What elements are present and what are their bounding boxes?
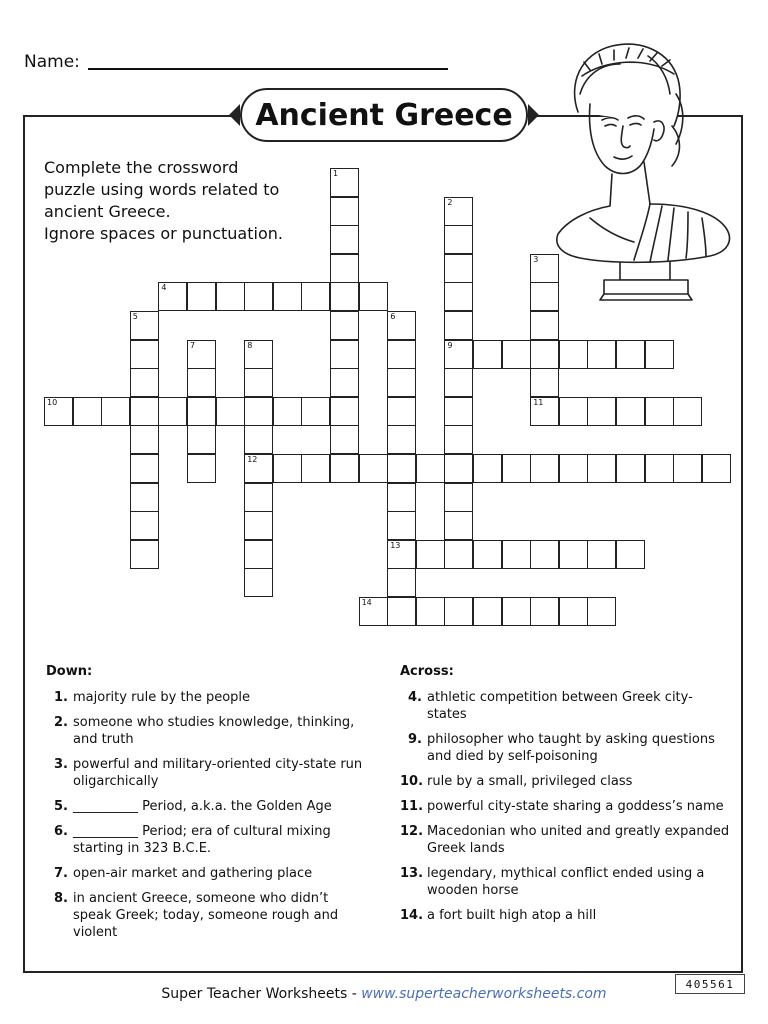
crossword-cell[interactable] bbox=[473, 540, 502, 569]
clue-number: 12. bbox=[400, 824, 424, 839]
crossword-cell[interactable] bbox=[359, 454, 388, 483]
crossword-cell[interactable] bbox=[216, 397, 245, 426]
crossword-cell[interactable] bbox=[387, 540, 416, 569]
clue-number: 4. bbox=[408, 690, 422, 705]
crossword-cell[interactable] bbox=[587, 340, 616, 369]
clue-number: 14. bbox=[400, 908, 424, 923]
crossword-cell[interactable] bbox=[216, 282, 245, 311]
crossword-cell[interactable] bbox=[559, 540, 588, 569]
clue-number-label: 14 bbox=[361, 598, 372, 607]
crossword-cell[interactable] bbox=[273, 282, 302, 311]
clue-down bbox=[46, 756, 366, 790]
crossword-cell[interactable] bbox=[473, 340, 502, 369]
crossword-cell[interactable] bbox=[330, 340, 359, 369]
crossword-cell[interactable] bbox=[444, 225, 473, 254]
crossword-cell[interactable] bbox=[587, 397, 616, 426]
crossword-cell[interactable] bbox=[530, 397, 559, 426]
crossword-cell[interactable] bbox=[130, 540, 159, 569]
clue-text: __________ Period, a.k.a. the Golden Age bbox=[73, 799, 332, 814]
crossword-cell[interactable] bbox=[502, 340, 531, 369]
crossword-cell[interactable] bbox=[44, 397, 73, 426]
clue-text: someone who studies knowledge, thinking, and truth bbox=[73, 715, 355, 747]
instructions-line: Ignore spaces or punctuation. bbox=[44, 224, 283, 243]
crossword-cell[interactable] bbox=[502, 597, 531, 626]
clue-across bbox=[400, 773, 730, 790]
crossword-cell[interactable] bbox=[559, 454, 588, 483]
clue-across bbox=[400, 731, 730, 765]
clue-number-label: 9 bbox=[447, 340, 453, 350]
crossword-cell[interactable] bbox=[330, 311, 359, 340]
title-chevron-left bbox=[229, 104, 240, 126]
down-clues bbox=[46, 663, 366, 949]
crossword-cell[interactable] bbox=[330, 254, 359, 283]
name-line bbox=[88, 68, 448, 70]
crossword-cell[interactable] bbox=[559, 597, 588, 626]
crossword-cell[interactable] bbox=[587, 597, 616, 626]
crossword-cell[interactable] bbox=[187, 340, 216, 369]
crossword-cell[interactable] bbox=[387, 368, 416, 397]
clue-number: 6. bbox=[54, 824, 68, 839]
clue-number: 13. bbox=[400, 866, 424, 881]
clue-number-label: 12 bbox=[247, 455, 258, 464]
crossword-cell[interactable] bbox=[244, 511, 273, 540]
crossword-cell[interactable] bbox=[244, 454, 273, 483]
clue-text: athletic competition between Greek city-states bbox=[427, 690, 693, 722]
crossword-cell[interactable] bbox=[702, 454, 731, 483]
crossword-cell[interactable] bbox=[244, 282, 273, 311]
clue-down bbox=[46, 714, 366, 748]
crossword-cell[interactable] bbox=[359, 282, 388, 311]
clue-number: 9. bbox=[408, 732, 422, 747]
crossword-cell[interactable] bbox=[244, 397, 273, 426]
clue-number-label: 3 bbox=[533, 254, 539, 264]
crossword-cell[interactable] bbox=[416, 540, 445, 569]
crossword-cell[interactable] bbox=[444, 597, 473, 626]
clue-across bbox=[400, 798, 730, 815]
clue-down bbox=[46, 689, 366, 706]
footer-brand: Super Teacher Worksheets - bbox=[161, 986, 362, 1002]
crossword-cell[interactable] bbox=[387, 568, 416, 597]
crossword-cell[interactable] bbox=[444, 368, 473, 397]
across-clues bbox=[400, 663, 730, 932]
clue-number: 10. bbox=[400, 774, 424, 789]
clue-number-label: 4 bbox=[161, 283, 167, 293]
crossword-cell[interactable] bbox=[330, 282, 359, 311]
crossword-cell[interactable] bbox=[330, 454, 359, 483]
crossword-cell[interactable] bbox=[444, 425, 473, 454]
crossword-cell[interactable] bbox=[330, 168, 359, 197]
clue-number-label: 7 bbox=[190, 340, 196, 350]
clue-number: 5. bbox=[54, 799, 68, 814]
crossword-cell[interactable] bbox=[387, 483, 416, 512]
crossword-cell[interactable] bbox=[130, 511, 159, 540]
crossword-cell[interactable] bbox=[130, 311, 159, 340]
crossword-cell[interactable] bbox=[444, 254, 473, 283]
crossword-cell[interactable] bbox=[359, 597, 388, 626]
clue-text: philosopher who taught by asking questions and died by self-poisoning bbox=[427, 732, 715, 764]
clue-number-label: 8 bbox=[247, 340, 253, 350]
clue-across bbox=[400, 689, 730, 723]
crossword-cell[interactable] bbox=[616, 397, 645, 426]
crossword-cell[interactable] bbox=[273, 454, 302, 483]
crossword-cell[interactable] bbox=[559, 397, 588, 426]
clue-number-label: 6 bbox=[390, 312, 396, 321]
crossword-cell[interactable] bbox=[416, 597, 445, 626]
name-label: Name: bbox=[24, 52, 80, 72]
crossword-cell[interactable] bbox=[244, 340, 273, 369]
clue-text: __________ Period; era of cultural mixing starting in 323 B.C.E. bbox=[73, 824, 331, 856]
clue-number: 1. bbox=[54, 690, 68, 705]
crossword-cell[interactable] bbox=[673, 397, 702, 426]
crossword-cell[interactable] bbox=[530, 311, 559, 340]
crossword-cell[interactable] bbox=[530, 597, 559, 626]
clue-text: a fort built high atop a hill bbox=[427, 908, 597, 923]
down-heading: Down: bbox=[46, 664, 93, 679]
crossword-cell[interactable] bbox=[73, 397, 102, 426]
crossword-cell[interactable] bbox=[444, 197, 473, 226]
clue-down bbox=[46, 890, 366, 941]
crossword-cell[interactable] bbox=[130, 368, 159, 397]
crossword-cell[interactable] bbox=[301, 454, 330, 483]
crossword-cell[interactable] bbox=[244, 540, 273, 569]
crossword-cell[interactable] bbox=[387, 511, 416, 540]
crossword-cell[interactable] bbox=[645, 454, 674, 483]
instructions-line: Complete the crossword bbox=[44, 158, 239, 177]
crossword-cell[interactable] bbox=[559, 340, 588, 369]
crossword-cell[interactable] bbox=[101, 397, 130, 426]
instructions-line: ancient Greece. bbox=[44, 202, 171, 221]
crossword-cell[interactable] bbox=[587, 454, 616, 483]
clue-text: open-air market and gathering place bbox=[73, 866, 313, 881]
crossword-cell[interactable] bbox=[187, 454, 216, 483]
clue-down bbox=[46, 823, 366, 857]
crossword-cell[interactable] bbox=[645, 397, 674, 426]
crossword-cell[interactable] bbox=[530, 540, 559, 569]
crossword-cell[interactable] bbox=[158, 397, 187, 426]
crossword-cell[interactable] bbox=[530, 454, 559, 483]
code-box: 405561 bbox=[675, 974, 745, 994]
crossword-cell[interactable] bbox=[130, 483, 159, 512]
crossword-cell[interactable] bbox=[444, 282, 473, 311]
crossword-cell[interactable] bbox=[444, 397, 473, 426]
crossword-cell[interactable] bbox=[387, 340, 416, 369]
crossword-cell[interactable] bbox=[616, 340, 645, 369]
crossword-cell[interactable] bbox=[130, 454, 159, 483]
clue-number: 3. bbox=[54, 757, 68, 772]
footer bbox=[0, 986, 768, 1002]
crossword-cell[interactable] bbox=[387, 397, 416, 426]
crossword-cell[interactable] bbox=[530, 282, 559, 311]
crossword-cell[interactable] bbox=[673, 454, 702, 483]
clue-down bbox=[46, 865, 366, 882]
crossword-cell[interactable] bbox=[301, 282, 330, 311]
clue-number: 11. bbox=[400, 799, 424, 814]
crossword-cell[interactable] bbox=[330, 397, 359, 426]
crossword-cell[interactable] bbox=[244, 568, 273, 597]
crossword-cell[interactable] bbox=[530, 254, 559, 283]
crossword-cell[interactable] bbox=[616, 454, 645, 483]
crossword-cell[interactable] bbox=[444, 340, 473, 369]
instructions bbox=[44, 157, 334, 245]
crossword-cell[interactable] bbox=[330, 425, 359, 454]
clue-number-label: 2 bbox=[447, 197, 453, 207]
clue-text: powerful city-state sharing a goddess’s name bbox=[427, 799, 724, 814]
clue-down bbox=[46, 798, 366, 815]
clue-number: 7. bbox=[54, 866, 68, 881]
page-title: Ancient Greece bbox=[240, 88, 528, 142]
crossword-cell[interactable] bbox=[387, 454, 416, 483]
crossword-cell[interactable] bbox=[330, 225, 359, 254]
crossword-cell[interactable] bbox=[444, 483, 473, 512]
crossword-cell[interactable] bbox=[187, 397, 216, 426]
crossword-cell[interactable] bbox=[330, 368, 359, 397]
crossword-cell[interactable] bbox=[244, 483, 273, 512]
crossword-cell[interactable] bbox=[444, 511, 473, 540]
clue-number-label: 11 bbox=[533, 397, 544, 407]
crossword-cell[interactable] bbox=[387, 311, 416, 340]
clue-text: majority rule by the people bbox=[73, 690, 251, 705]
across-heading: Across: bbox=[400, 664, 454, 679]
crossword-cell[interactable] bbox=[330, 197, 359, 226]
clue-text: Macedonian who united and greatly expanded Greek lands bbox=[427, 824, 730, 856]
clue-text: in ancient Greece, someone who didn’t speak Greek; today, someone rough and violent bbox=[73, 891, 339, 940]
crossword-cell[interactable] bbox=[387, 597, 416, 626]
title-chevron-right bbox=[528, 104, 539, 126]
clue-number-label: 13 bbox=[390, 540, 401, 550]
crossword-cell[interactable] bbox=[502, 454, 531, 483]
clue-text: legendary, mythical conflict ended using a wooden horse bbox=[427, 866, 705, 898]
crossword-cell[interactable] bbox=[530, 368, 559, 397]
crossword-cell[interactable] bbox=[187, 368, 216, 397]
crossword-cell[interactable] bbox=[387, 425, 416, 454]
greek-bust-illustration bbox=[550, 34, 740, 304]
clue-number-label: 5 bbox=[132, 312, 138, 321]
crossword-cell[interactable] bbox=[473, 454, 502, 483]
instructions-line: puzzle using words related to bbox=[44, 180, 280, 199]
crossword-cell[interactable] bbox=[530, 340, 559, 369]
crossword-cell[interactable] bbox=[587, 540, 616, 569]
clue-number-label: 10 bbox=[47, 397, 58, 407]
crossword-cell[interactable] bbox=[473, 597, 502, 626]
clue-across bbox=[400, 823, 730, 857]
clue-text: rule by a small, privileged class bbox=[427, 774, 633, 789]
footer-link[interactable]: www.superteacherworksheets.com bbox=[361, 986, 607, 1002]
crossword-cell[interactable] bbox=[645, 340, 674, 369]
crossword-cell[interactable] bbox=[444, 454, 473, 483]
crossword-cell[interactable] bbox=[158, 282, 187, 311]
clue-text: powerful and military-oriented city-state run oligarchically bbox=[73, 757, 363, 789]
crossword-cell[interactable] bbox=[301, 397, 330, 426]
crossword-cell[interactable] bbox=[187, 282, 216, 311]
crossword-cell[interactable] bbox=[273, 397, 302, 426]
clue-number-label: 1 bbox=[333, 169, 339, 178]
crossword-cell[interactable] bbox=[130, 425, 159, 454]
crossword-cell[interactable] bbox=[244, 425, 273, 454]
crossword-cell[interactable] bbox=[130, 397, 159, 426]
crossword-cell[interactable] bbox=[444, 540, 473, 569]
clue-number: 8. bbox=[54, 891, 68, 906]
crossword-cell[interactable] bbox=[130, 340, 159, 369]
clue-number: 2. bbox=[54, 715, 68, 730]
crossword-cell[interactable] bbox=[416, 454, 445, 483]
clue-across bbox=[400, 907, 730, 924]
crossword-cell[interactable] bbox=[244, 368, 273, 397]
crossword-cell[interactable] bbox=[444, 311, 473, 340]
crossword-cell[interactable] bbox=[187, 425, 216, 454]
crossword-cell[interactable] bbox=[502, 540, 531, 569]
clue-across bbox=[400, 865, 730, 899]
crossword-cell[interactable] bbox=[616, 540, 645, 569]
